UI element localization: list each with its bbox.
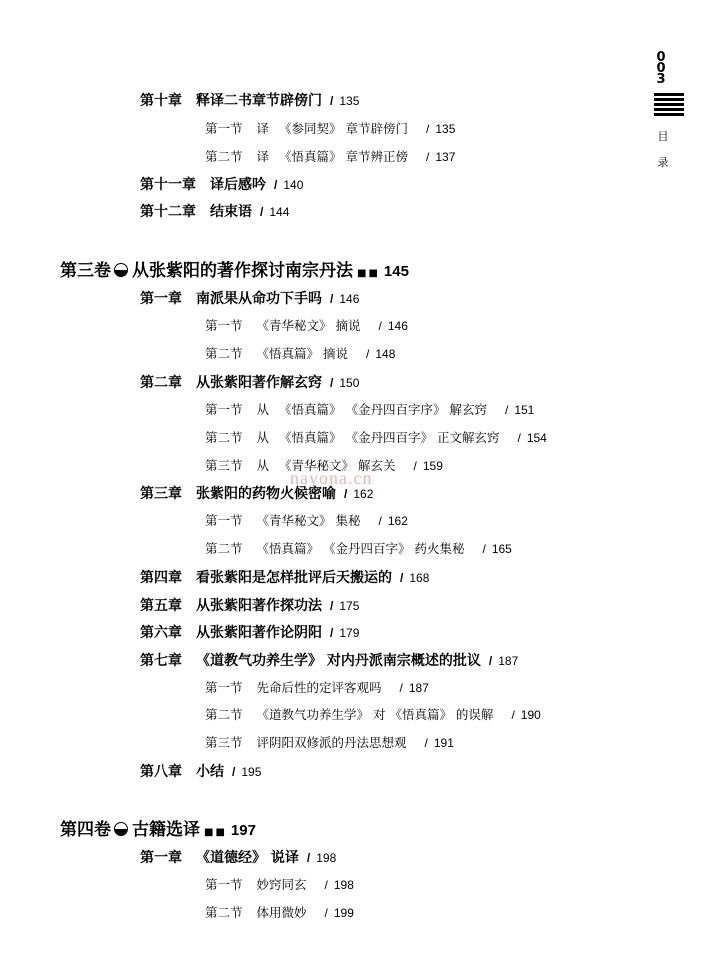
separator: / (413, 459, 417, 473)
chapter-number: 第一章 (140, 850, 182, 866)
chapter-number: 第十二章 (140, 204, 196, 220)
bullet-icon (114, 822, 128, 836)
separator: / (330, 599, 334, 613)
separator: / (378, 514, 382, 528)
section-title-part: 《青华秘文》 集秘 (256, 513, 361, 528)
chapter-entry[interactable] (140, 650, 518, 670)
bullet-icon (114, 263, 128, 277)
separator: / (400, 571, 404, 585)
section-title-part: 《青华秘文》 摘说 (256, 318, 361, 333)
chapter-entry[interactable] (140, 761, 261, 781)
volume-entry[interactable] (60, 815, 256, 840)
section-number: 第二节 (205, 707, 243, 722)
separator: / (426, 122, 430, 136)
separator: / (482, 542, 486, 556)
chapter-entry[interactable] (140, 595, 359, 615)
page-ref: 146 (339, 292, 360, 306)
chapter-entry[interactable] (140, 847, 336, 867)
section-number: 第一节 (205, 402, 243, 417)
chapter-title: 从张紫阳著作论阴阳 (196, 625, 322, 641)
section-entry[interactable] (205, 539, 512, 557)
section-entry[interactable] (205, 705, 541, 723)
section-entry[interactable] (205, 456, 443, 474)
chapter-title: 从张紫阳著作探功法 (196, 598, 322, 614)
separator: / (274, 178, 278, 192)
chapter-entry[interactable] (140, 174, 303, 194)
section-entry[interactable] (205, 511, 408, 529)
page-number-digit: 3 (656, 72, 666, 87)
section-entry[interactable] (205, 428, 547, 446)
section-title (257, 733, 417, 751)
section-title-part: 《道教气功养生学》 对 《悟真篇》 的误解 (256, 707, 494, 722)
section-title-part: 《悟真篇》 章节辨正傍 (279, 149, 409, 164)
section-title-part: 译 (256, 121, 270, 136)
separator: / (260, 205, 264, 219)
page-ref: 190 (520, 708, 541, 722)
page-ref: 191 (433, 736, 454, 750)
decorative-bars (654, 93, 684, 118)
separator: / (330, 376, 334, 390)
separator: / (344, 487, 348, 501)
section-title (257, 147, 419, 165)
page-ref: 150 (339, 376, 360, 390)
section-number: 第二节 (205, 149, 243, 164)
page-ref: 195 (241, 765, 262, 779)
section-number: 第一节 (205, 680, 243, 695)
page-ref: 154 (526, 431, 547, 445)
page-ref: 146 (387, 319, 408, 333)
section-title (257, 678, 392, 696)
section-title-part: 《参同契》 章节辟傍门 (279, 121, 409, 136)
section-number: 第二节 (205, 430, 243, 445)
separator: / (511, 708, 515, 722)
section-entry[interactable] (205, 875, 354, 893)
chapter-entry[interactable] (140, 622, 359, 642)
chapter-entry[interactable] (140, 90, 359, 110)
chapter-title: 张紫阳的药物火候密喻 (196, 486, 336, 502)
chapter-number: 第六章 (140, 625, 182, 641)
separator: / (232, 765, 236, 779)
page-ref: 187 (498, 654, 519, 668)
separator: / (366, 347, 370, 361)
page-ref: 135 (339, 94, 360, 108)
page-ref: 145 (383, 263, 409, 280)
chapter-number: 第三章 (140, 486, 182, 502)
section-title (257, 400, 497, 418)
chapter-title: 从张紫阳著作解玄窍 (196, 375, 322, 391)
section-title-part: 从 (256, 430, 270, 445)
section-entry[interactable] (205, 316, 408, 334)
chapter-number: 第二章 (140, 375, 182, 391)
chapter-number: 第五章 (140, 598, 182, 614)
page-ref: 168 (409, 571, 430, 585)
chapter-entry[interactable] (140, 567, 429, 587)
separator: / (399, 681, 403, 695)
page-number-digit: 0 (656, 50, 666, 65)
chapter-number: 第十章 (140, 93, 182, 109)
page-ref: 175 (339, 599, 360, 613)
separator: / (324, 906, 328, 920)
section-title-part: 从 (256, 402, 270, 417)
section-number: 第二节 (205, 905, 243, 920)
section-title-part: 《悟真篇》 摘说 (256, 346, 348, 361)
chapter-title: 南派果从命功下手吗 (196, 291, 322, 307)
page-ref: 140 (283, 178, 304, 192)
running-section-label (656, 124, 670, 176)
section-entry[interactable] (205, 147, 455, 165)
section-entry[interactable] (205, 678, 429, 696)
page-ref: 151 (514, 403, 535, 417)
side-label-char: 录 (657, 156, 669, 169)
section-title-part: 评阴阳双修派的丹法思想观 (256, 735, 407, 750)
separator: / (306, 851, 311, 865)
section-number: 第一节 (205, 318, 243, 333)
chapter-entry[interactable] (140, 288, 359, 308)
section-title (257, 903, 317, 921)
chapter-title: 释译二书章节辟傍门 (196, 93, 322, 109)
section-title (257, 119, 419, 137)
separator: / (378, 319, 382, 333)
separator: / (488, 654, 493, 668)
volume-number: 第四卷 (60, 820, 111, 840)
chapter-number: 第一章 (140, 291, 182, 307)
section-entry[interactable] (205, 119, 455, 137)
page-ref: 162 (353, 487, 374, 501)
page-ref: 199 (333, 906, 354, 920)
section-title-part: 译 (256, 149, 270, 164)
section-title-part: 《悟真篇》 《金丹四百字》 药火集秘 (256, 541, 465, 556)
chapter-entry[interactable] (140, 483, 373, 503)
separator: / (426, 150, 430, 164)
section-title-part: 体用微妙 (256, 905, 307, 920)
page-ref: 179 (339, 626, 360, 640)
section-title-part: 妙窍同玄 (256, 877, 307, 892)
section-number: 第一节 (205, 121, 243, 136)
page-number-digit: 0 (656, 61, 666, 76)
section-title (257, 705, 504, 723)
section-title-part: 《悟真篇》 《金丹四百字序》 解玄窍 (279, 402, 487, 417)
page-ref: 137 (435, 150, 456, 164)
section-title (257, 875, 317, 893)
separator: / (330, 292, 334, 306)
page-ref: 197 (230, 822, 256, 839)
section-number: 第二节 (205, 541, 243, 556)
page-ref: 162 (387, 514, 408, 528)
volume-number: 第三卷 (60, 261, 111, 281)
section-title-part: 《悟真篇》 《金丹四百字》 正文解玄窍 (279, 430, 500, 445)
chapter-number: 第十一章 (140, 177, 196, 193)
chapter-title: 小结 (196, 764, 224, 780)
watermark: nayona.cn (290, 468, 373, 488)
page-ref: 135 (435, 122, 456, 136)
leader-dots: ■■ (204, 827, 227, 838)
section-entry[interactable] (205, 400, 534, 418)
section-title (257, 511, 371, 529)
page-ref: 198 (333, 878, 354, 892)
chapter-entry[interactable] (140, 201, 289, 221)
separator: / (330, 626, 334, 640)
chapter-title: 结束语 (210, 204, 252, 220)
page-ref: 198 (316, 851, 337, 865)
section-entry[interactable] (205, 903, 354, 921)
page-ref: 165 (491, 542, 512, 556)
page-ref: 144 (269, 205, 290, 219)
page-ref: 187 (408, 681, 429, 695)
section-title (257, 456, 406, 474)
section-title-part: 《青华秘文》 解玄关 (279, 458, 396, 473)
separator: / (330, 94, 334, 108)
separator: / (424, 736, 428, 750)
separator: / (504, 403, 509, 417)
volume-title: 从张紫阳的著作探讨南宗丹法 (132, 261, 353, 281)
page-ref: 159 (422, 459, 443, 473)
page-number (655, 52, 667, 85)
section-number: 第一节 (205, 877, 243, 892)
side-label-char: 目 (657, 130, 669, 143)
leader-dots: ■■ (357, 268, 380, 279)
separator: / (517, 431, 521, 445)
chapter-entry[interactable] (140, 372, 359, 392)
section-title-part: 先命后性的定评客观吗 (256, 680, 382, 695)
section-title (257, 428, 510, 446)
page-ref: 148 (375, 347, 396, 361)
chapter-number: 第八章 (140, 764, 182, 780)
section-entry[interactable] (205, 733, 454, 751)
chapter-title: 《道德经》 说译 (196, 850, 299, 866)
section-title-part: 从 (256, 458, 270, 473)
section-number: 第三节 (205, 458, 243, 473)
separator: / (324, 878, 328, 892)
section-title (257, 539, 475, 557)
chapter-title: 看张紫阳是怎样批评后天搬运的 (196, 570, 392, 586)
chapter-number: 第七章 (140, 653, 182, 669)
section-number: 第一节 (205, 513, 243, 528)
section-number: 第二节 (205, 346, 243, 361)
volume-title: 古籍选译 (132, 820, 200, 840)
volume-entry[interactable] (60, 256, 409, 281)
section-title (257, 316, 371, 334)
section-entry[interactable] (205, 344, 395, 362)
chapter-number: 第四章 (140, 570, 182, 586)
chapter-title: 《道教气功养生学》 对内丹派南宗概述的批议 (196, 653, 481, 669)
section-number: 第三节 (205, 735, 243, 750)
section-title (257, 344, 358, 362)
chapter-title: 译后感吟 (210, 177, 266, 193)
